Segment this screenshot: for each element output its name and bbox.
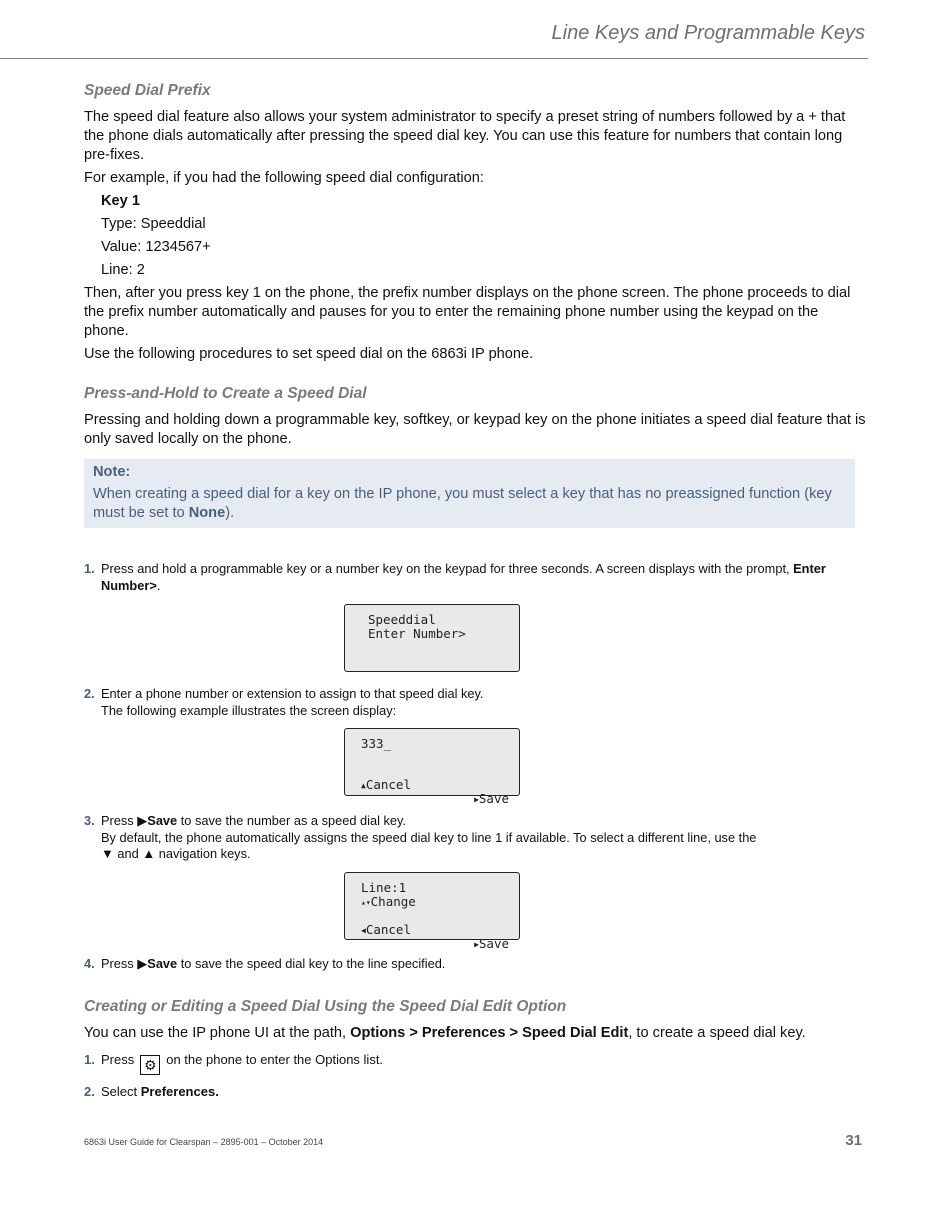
screen-line: Line:1 — [361, 879, 407, 895]
step-1b: 1. Press ⚙ on the phone to enter the Options list. — [84, 1052, 384, 1073]
softkey-save: ▶Save — [474, 935, 509, 951]
step-4: 4. Press ▶Save to save the speed dial key to the line specified. — [84, 955, 446, 971]
triangle-up-icon: ▲ — [361, 781, 366, 790]
triangle-down-icon: ▼ — [101, 846, 114, 861]
section-heading-speed-dial-prefix: Speed Dial Prefix — [84, 82, 211, 99]
phone-screen-3 — [344, 872, 520, 951]
header-rule — [0, 58, 868, 59]
step-2b: 2. Select Preferences. — [84, 1084, 219, 1099]
section-heading-press-and-hold: Press-and-Hold to Create a Speed Dial — [84, 385, 367, 402]
triangle-right-icon: ▶ — [474, 939, 479, 949]
step-number: 1. — [84, 561, 95, 576]
softkey-cancel: ▲Cancel — [361, 777, 411, 792]
menu-path: Options > Preferences > Speed Dial Edit — [350, 1025, 629, 1041]
section-heading-speed-dial-edit: Creating or Editing a Speed Dial Using the Speed Dial Edit Option — [84, 998, 567, 1015]
page-number: 31 — [845, 1132, 862, 1149]
triangle-right-icon: ▶ — [137, 813, 148, 828]
phone-screen-2 — [344, 728, 520, 806]
key-label: Key 1 — [101, 193, 140, 209]
step-number: 4. — [84, 955, 95, 971]
step-number: 2. — [84, 686, 95, 701]
step-3: 3. Press ▶Save to save the number as a speed dial key. By default, the phone automatically assigns the speed dial key to line 1 if available. To select a different line, use the ▼ and ▲ navigation keys. — [84, 813, 757, 861]
config-line: Line: 2 — [101, 262, 145, 278]
phone-screen-1 — [344, 604, 520, 672]
triangle-up-icon: ▲ — [142, 846, 156, 861]
page-content — [84, 82, 866, 1101]
paragraph: Pressing and holding down a programmable key, softkey, or keypad key on the phone initiates a speed dial feature that is only saved locally on the phone. — [84, 412, 866, 447]
softkey-save: ▶Save — [474, 791, 509, 806]
config-value: Value: 1234567+ — [101, 239, 211, 255]
step-bold: Save — [147, 955, 178, 971]
screen-change: Change — [370, 893, 416, 909]
step-1: 1. Press and hold a programmable key or a number key on the keypad for three seconds. A screen displays with the prompt, Enter Number>. — [84, 561, 826, 593]
step-number: 3. — [84, 813, 95, 828]
gear-icon: ⚙ — [140, 1055, 160, 1075]
footer-doc-info: 6863i User Guide for Clearspan – 2895-001 – October 2014 — [84, 1137, 324, 1147]
paragraph: For example, if you had the following speed dial configuration: — [84, 170, 484, 186]
step-bold: Enter Number> — [101, 561, 826, 593]
step-bold: Preferences. — [140, 1084, 219, 1099]
step-bold: Save — [147, 813, 178, 828]
paragraph: Then, after you press key 1 on the phone, the prefix number displays on the phone screen. The phone proceeds to dial the prefix number automatically and pauses for you to enter the remaining phone number using the keypad on the phone. — [84, 285, 851, 339]
step-2: 2. Enter a phone number or extension to assign to that speed dial key. The following example illustrates the screen display: — [84, 686, 484, 718]
config-type: Type: Speeddial — [101, 216, 206, 232]
screen-line: Speeddial — [368, 612, 436, 627]
paragraph: Use the following procedures to set speed dial on the 6863i IP phone. — [84, 346, 534, 362]
config-key-label — [84, 192, 866, 211]
softkey-cancel: ◀Cancel — [361, 921, 411, 937]
note-box — [84, 459, 855, 528]
paragraph: You can use the IP phone UI at the path, Options > Preferences > Speed Dial Edit, to create a speed dial key. — [84, 1025, 806, 1041]
screen-line: 333_ — [361, 736, 392, 751]
triangle-right-icon: ▶ — [137, 955, 148, 971]
header-title: Line Keys and Programmable Keys — [551, 22, 865, 44]
triangle-left-icon: ◀ — [361, 925, 366, 935]
step-number: 1. — [84, 1052, 95, 1067]
note-title: Note: — [93, 464, 131, 480]
triangle-up-down-icon: ▴▾ — [361, 897, 371, 907]
screen-line: Enter Number> — [368, 626, 466, 641]
step-number: 2. — [84, 1084, 95, 1099]
triangle-right-icon: ▶ — [474, 795, 479, 804]
note-bold-none: None — [188, 505, 226, 521]
paragraph: The speed dial feature also allows your system administrator to specify a preset string of numbers followed by a + that the phone dials automatically after pressing the speed dial key. You can use this feature for numbers that contain long pre-fixes. — [84, 109, 846, 163]
note-text: When creating a speed dial for a key on the IP phone, you must select a key that has no preassigned function (key must be set to None). — [93, 486, 832, 521]
